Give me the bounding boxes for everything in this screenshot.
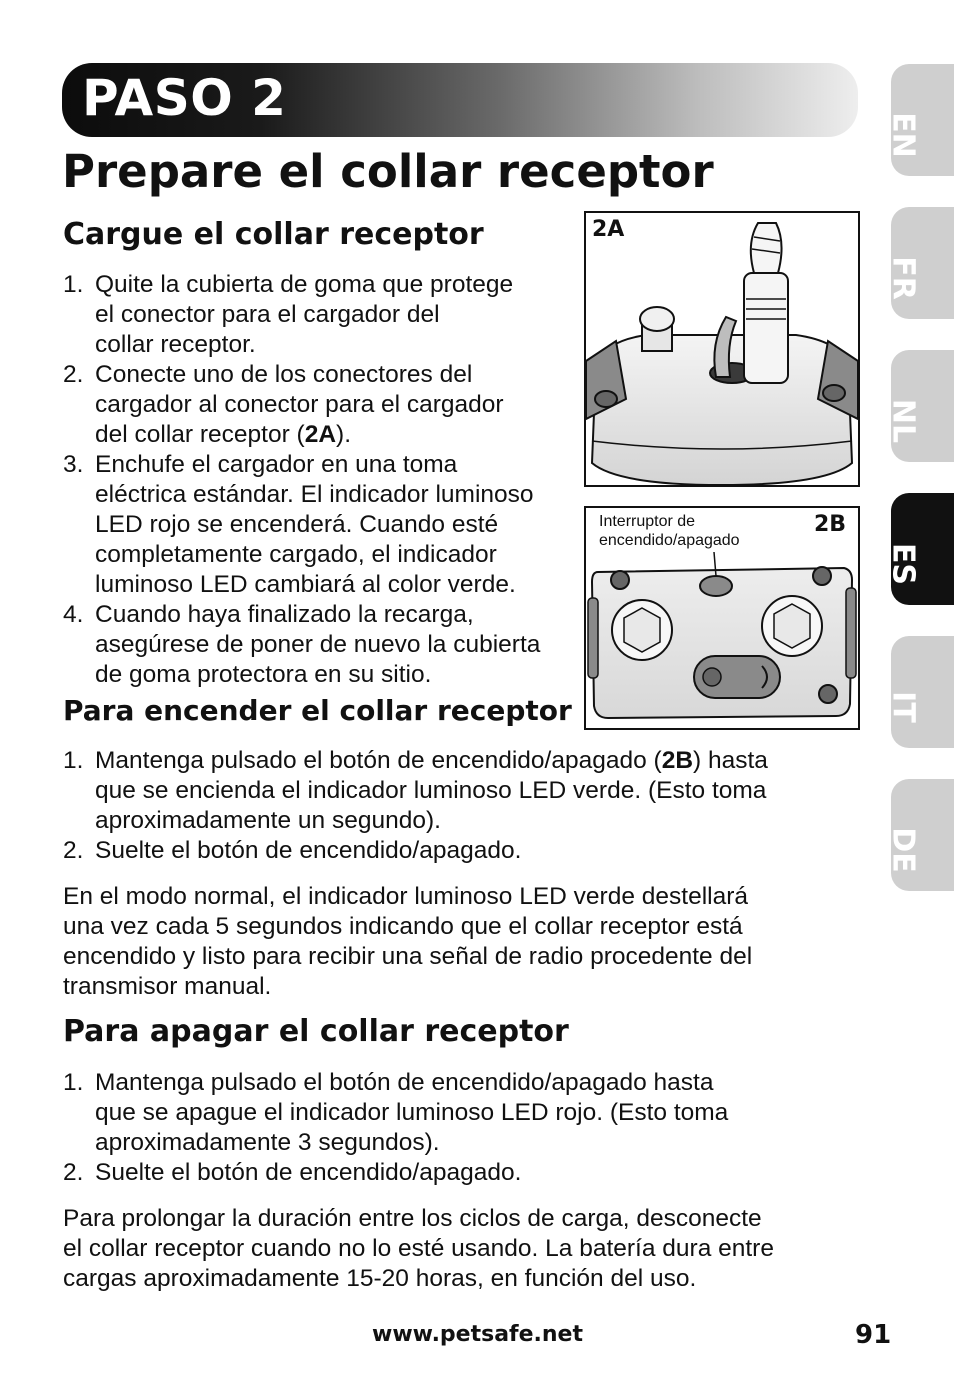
language-tab-es[interactable]: ES [891, 493, 954, 605]
page-title: Prepare el collar receptor [62, 145, 714, 198]
heading-power-off: Para apagar el collar receptor [63, 1014, 569, 1049]
charge-step-1: 1. Quite la cubierta de goma que protege el conector para el cargador del collar receptor. [63, 271, 514, 358]
figure-2a [584, 211, 860, 487]
charge-steps-list [63, 270, 563, 690]
charge-step-2: 2. Conecte uno de los conectores del cargador al conector para el cargador del collar receptor (2A). [63, 361, 504, 448]
language-tab-de[interactable]: DE [891, 779, 954, 891]
figure-2b-label: 2B [814, 512, 847, 537]
language-tab-nl[interactable]: NL [891, 350, 954, 462]
figure-ref-2a: 2A [304, 421, 337, 448]
language-tab-fr[interactable]: FR [891, 207, 954, 319]
normal-mode-paragraph: En el modo normal, el indicador luminoso LED verde destellará una vez cada 5 segundos indicando que el collar receptor está encendido y listo para recibir una señal de radio procedente del transmisor manual. [63, 883, 753, 1000]
page-number: 91 [855, 1320, 892, 1350]
figure-2b [584, 506, 860, 730]
power-off-steps-list [63, 1068, 853, 1188]
language-tab-it[interactable]: IT [891, 636, 954, 748]
power-off-step-1: 1. Mantenga pulsado el botón de encendido/apagado hasta que se apague el indicador luminoso LED rojo. (Esto toma aproximadamente 3 segundos). [63, 1069, 729, 1156]
heading-power-on: Para encender el collar receptor [63, 694, 572, 727]
collar-charger-illustration [586, 213, 858, 485]
figure-2a-label: 2A [592, 217, 625, 242]
power-off-step-2: 2. Suelte el botón de encendido/apagado. [63, 1159, 522, 1186]
figure-ref-2b: 2B [661, 747, 694, 774]
figure-2b-caption: Interruptor de encendido/apagado [599, 513, 740, 549]
charge-step-4: 4. Cuando haya finalizado la recarga, asegúrese de poner de nuevo la cubierta de goma protectora en su sitio. [63, 601, 541, 688]
power-on-steps-list [63, 746, 853, 866]
heading-charge: Cargue el collar receptor [63, 217, 484, 252]
step-title: PASO 2 [82, 69, 287, 127]
footer-url: www.petsafe.net [372, 1322, 583, 1347]
step-banner [62, 63, 858, 137]
battery-paragraph: Para prolongar la duración entre los ciclos de carga, desconecte el collar receptor cuando no lo esté usando. La batería dura entre cargas aproximadamente 15-20 horas, en función del uso. [63, 1205, 774, 1292]
language-tab-en[interactable]: EN [891, 64, 954, 176]
power-on-step-2: 2. Suelte el botón de encendido/apagado. [63, 837, 522, 864]
power-on-step-1: 1. Mantenga pulsado el botón de encendido/apagado (2B) hasta que se encienda el indicador luminoso LED verde. (Esto toma aproximadamente un segundo). [63, 747, 768, 834]
charge-step-3: 3. Enchufe el cargador en una toma eléctrica estándar. El indicador luminoso LED rojo se encenderá. Cuando esté completamente cargado, el indicador luminoso LED cambiará al color verde. [63, 451, 534, 598]
